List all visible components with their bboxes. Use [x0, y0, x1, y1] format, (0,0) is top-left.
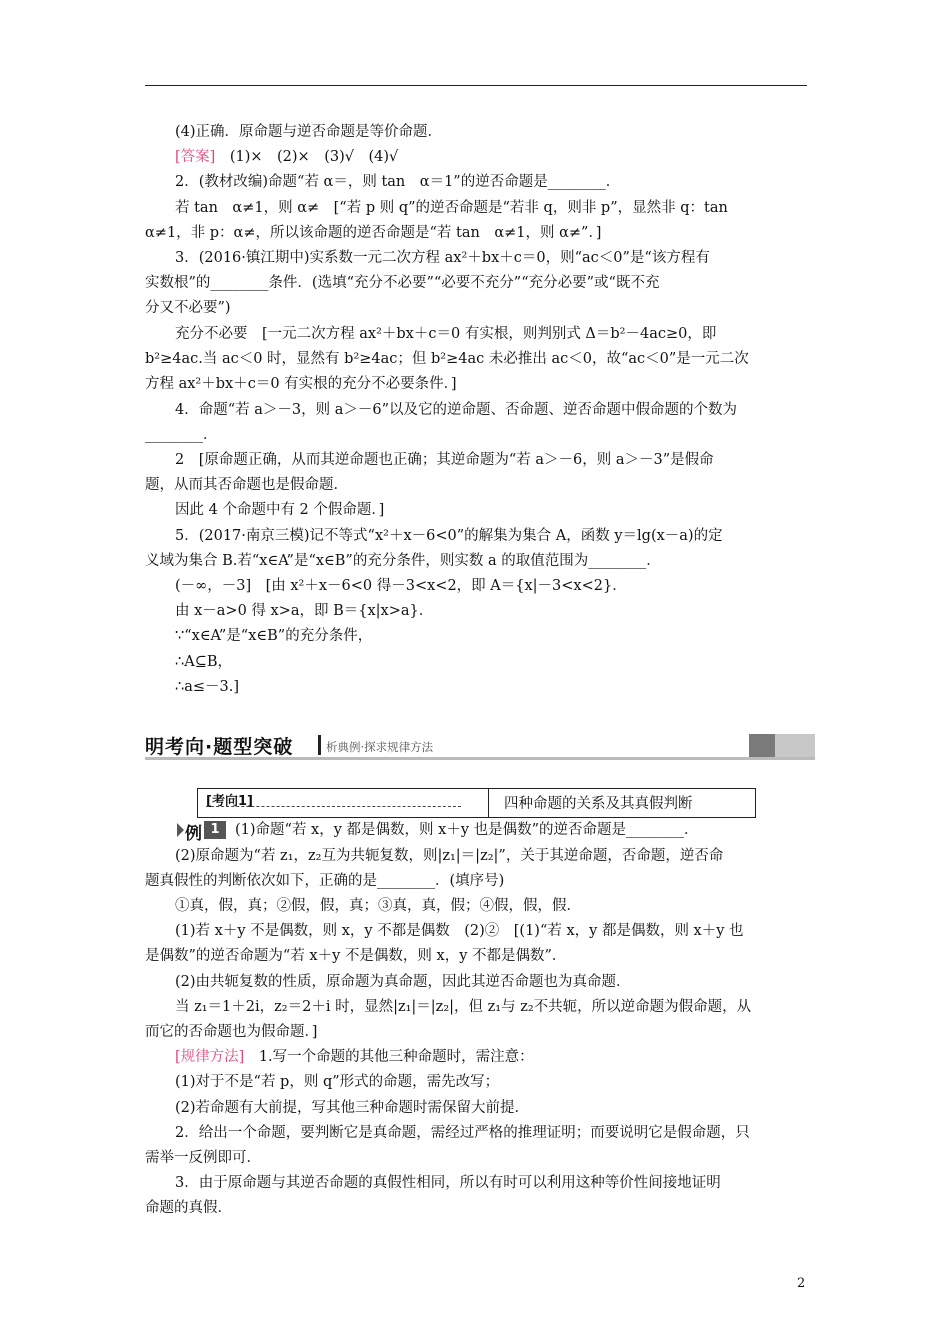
text-line: 2 [原命题正确，从而其逆命题也正确；其逆命题为“若 a＞－6，则 a＞－3”是假命 [175, 452, 714, 468]
section-title: 明考向·题型突破 [145, 736, 294, 758]
text-line: 5．(2017·南京三模)记不等式“x²＋x－6<0”的解集为集合 A，函数 y＝lg(x－a)的定 [175, 528, 723, 544]
top-rule [145, 85, 807, 86]
text-line: 题真假性的判断依次如下，正确的是________．(填序号) [145, 873, 505, 889]
text-line: (1)对于不是“若 p，则 q”形式的命题，需先改写； [175, 1074, 500, 1090]
text-line: b²≥4ac.当 ac＜0 时，显然有 b²≥4ac；但 b²≥4ac 未必推出 ac＜0，故“ac＜0”是一元二次 [145, 351, 749, 367]
topic-title: 四种命题的关系及其真假判断 [504, 796, 693, 812]
text-line: (2)原命题为“若 z₁，z₂互为共轭复数，则|z₁|＝|z₂|”，关于其逆命题，否命题，逆否命 [175, 848, 724, 864]
example-number: 1 [204, 821, 226, 839]
text-line: 4．命题“若 a＞－3，则 a＞－6”以及它的逆命题、否命题、逆否命题中假命题的个数为 [175, 402, 738, 418]
text-line: 分又不必要”) [145, 300, 231, 316]
section-decor-light [775, 734, 815, 757]
topic-dash-line [206, 806, 461, 807]
example-marker [177, 819, 233, 844]
method-tag: [规律方法] [175, 1049, 245, 1065]
section-separator [318, 735, 321, 755]
page-number: 2 [797, 1276, 806, 1291]
text-line: 充分不必要 [一元二次方程 ax²＋bx＋c＝0 有实根，则判别式 Δ＝b²－4ac≥0，即 [175, 326, 717, 342]
text-line: ∵“x∈A”是“x∈B”的充分条件， [175, 628, 373, 644]
text-line: (2)由共轭复数的性质，原命题为真命题，因此其逆否命题也为真命题． [175, 974, 631, 990]
text-line: 方程 ax²＋bx＋c＝0 有实根的充分不必要条件．] [145, 376, 457, 392]
text-line: (－∞，－3] [由 x²＋x－6<0 得－3<x<2，即 A＝{x|－3<x<2}． [175, 578, 627, 594]
example-word: 例 [185, 824, 202, 844]
text-line: ∴a≤－3.] [175, 679, 240, 695]
section-subtitle: 析典例·探求规律方法 [326, 740, 434, 754]
triangle-icon [177, 823, 184, 837]
text-line: 2．给出一个命题，要判断它是真命题，需经过严格的推理证明；而要说明它是假命题，只 [175, 1125, 750, 1141]
text-line: 命题的真假． [145, 1200, 232, 1216]
text-line: (1)若 x＋y 不是偶数，则 x，y 不都是偶数 (2)② [(1)“若 x，y 都是偶数，则 x＋y 也 [175, 923, 744, 939]
answer-text: (1)× (2)× (3)√ (4)√ [229, 149, 399, 165]
topic-box-left [198, 789, 489, 817]
text-line: 3．由于原命题与其逆否命题的真假性相同，所以有时可以利用这种等价性间接地证明 [175, 1175, 721, 1191]
text-line: (4)正确．原命题与逆否命题是等价命题． [175, 124, 443, 140]
text-line: 而它的否命题也为假命题．] [145, 1024, 318, 1040]
text-line: 因此 4 个命题中有 2 个假命题．] [175, 502, 385, 518]
text-line: 需举一反例即可． [145, 1150, 261, 1166]
text-line: 若 tan α≠1，则 α≠ [“若 p 则 q”的逆否命题是“若非 q，则非 p”，显然非 q：tan [175, 200, 728, 216]
text-line: 当 z₁＝1＋2i，z₂＝2＋i 时，显然|z₁|＝|z₂|，但 z₁与 z₂不共轭，所以逆命题为假命题，从 [175, 999, 752, 1015]
method-text: 1.写一个命题的其他三种命题时，需注意： [258, 1049, 534, 1065]
text-line: 3．(2016·镇江期中)实系数一元二次方程 ax²＋bx＋c＝0，则“ac＜0”是“该方程有 [175, 250, 710, 266]
answer-line [175, 145, 807, 169]
text-line: (2)若命题有大前提，写其他三种命题时需保留大前提． [175, 1100, 530, 1116]
section-decor-dark [749, 734, 775, 757]
text-line: 2．(教材改编)命题“若 α＝，则 tan α＝1”的逆否命题是________． [175, 174, 621, 190]
text-line: ∴A⊆B， [175, 654, 233, 670]
topic-box [197, 788, 756, 818]
text-line: α≠1，非 p：α≠，所以该命题的逆否命题是“若 tan α≠1，则 α≠”．] [145, 225, 602, 241]
text-line: ________． [145, 427, 218, 443]
text-line: ①真，假，真；②假，假，真；③真，真，假；④假，假，假． [175, 898, 581, 914]
text-line: 是偶数”的逆否命题为“若 x＋y 不是偶数，则 x，y 不都是偶数”． [145, 948, 567, 964]
topic-label: [考向1] [206, 794, 253, 809]
example-question-line: (1)命题“若 x，y 都是偶数，则 x＋y 也是偶数”的逆否命题是________． [235, 822, 699, 838]
text-line: 由 x－a>0 得 x>a，即 B＝{x|x>a}． [175, 603, 434, 619]
text-line: 实数根”的________条件．(选填“充分不必要”“必要不充分”“充分必要”或“既不充 [145, 275, 660, 291]
section-header [145, 732, 815, 760]
text-line: 题，从而其否命题也是假命题． [145, 477, 348, 493]
text-line: 义域为集合 B.若“x∈A”是“x∈B”的充分条件，则实数 a 的取值范围为________． [145, 553, 661, 569]
method-line [175, 1045, 807, 1069]
answer-tag: [答案] [175, 149, 216, 165]
